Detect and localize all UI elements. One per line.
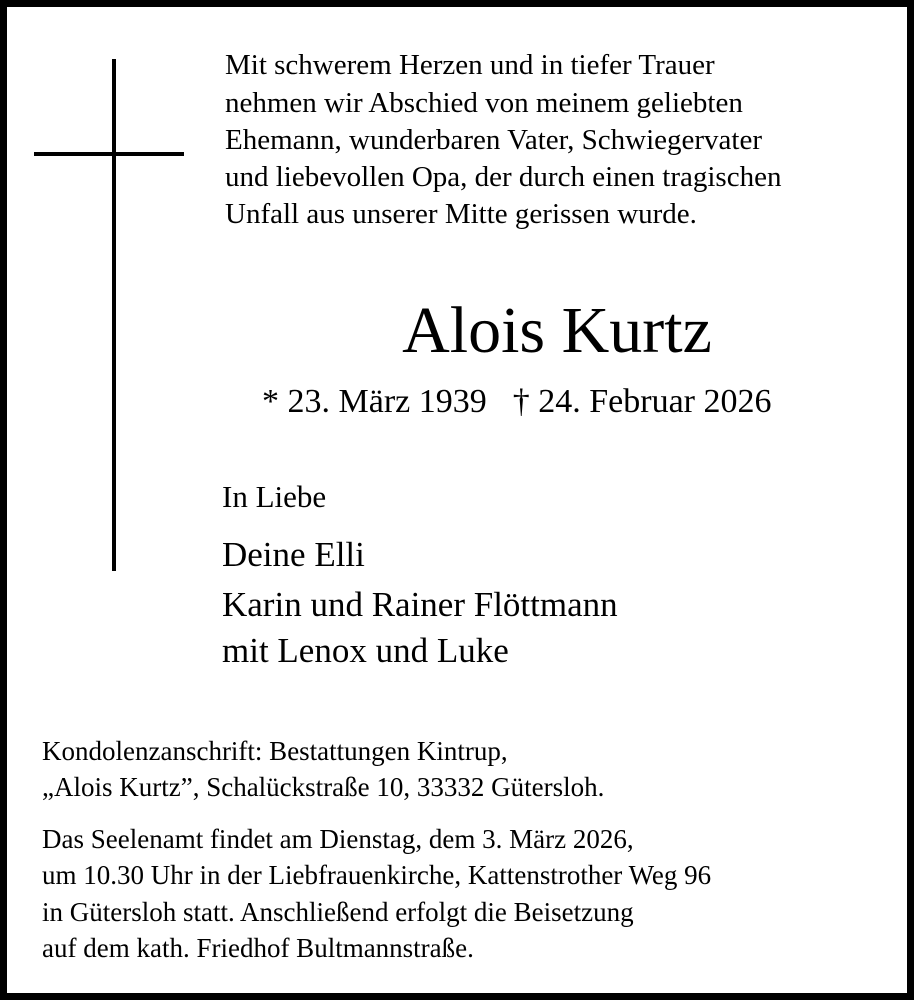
- intro-line: und liebevollen Opa, der durch einen tragischen: [225, 161, 782, 193]
- service-line: auf dem kath. Friedhof Bultmannstraße.: [42, 933, 474, 963]
- service-line: Das Seelenamt findet am Dienstag, dem 3. März 2026,: [42, 824, 634, 854]
- service-line: um 10.30 Uhr in der Liebfrauenkirche, Kattenstrother Weg 96: [42, 860, 712, 890]
- intro-line: Unfall aus unserer Mitte gerissen wurde.: [225, 198, 697, 230]
- intro-line: nehmen wir Abschied von meinem geliebten: [225, 87, 743, 119]
- cross-icon-horizontal: [34, 152, 184, 156]
- death-date: † 24. Februar 2026: [512, 383, 772, 420]
- intro-line: Ehemann, wunderbaren Vater, Schwiegervater: [225, 124, 762, 156]
- condolence-line: „Alois Kurtz”, Schalückstraße 10, 33332 Gütersloh.: [42, 772, 605, 802]
- family-line: mit Lenox und Luke: [222, 631, 509, 670]
- birth-date: * 23. März 1939: [262, 383, 487, 420]
- closing: In Liebe: [222, 479, 327, 514]
- service-line: in Gütersloh statt. Anschließend erfolgt die Beisetzung: [42, 897, 634, 927]
- intro-line: Mit schwerem Herzen und in tiefer Trauer: [225, 49, 715, 81]
- life-dates: [262, 383, 772, 421]
- condolence-line: Kondolenzanschrift: Bestattungen Kintrup,: [42, 736, 508, 766]
- deceased-name: Alois Kurtz: [402, 294, 712, 367]
- family-line: Karin und Rainer Flöttmann: [222, 585, 618, 624]
- family-line: Deine Elli: [222, 535, 365, 574]
